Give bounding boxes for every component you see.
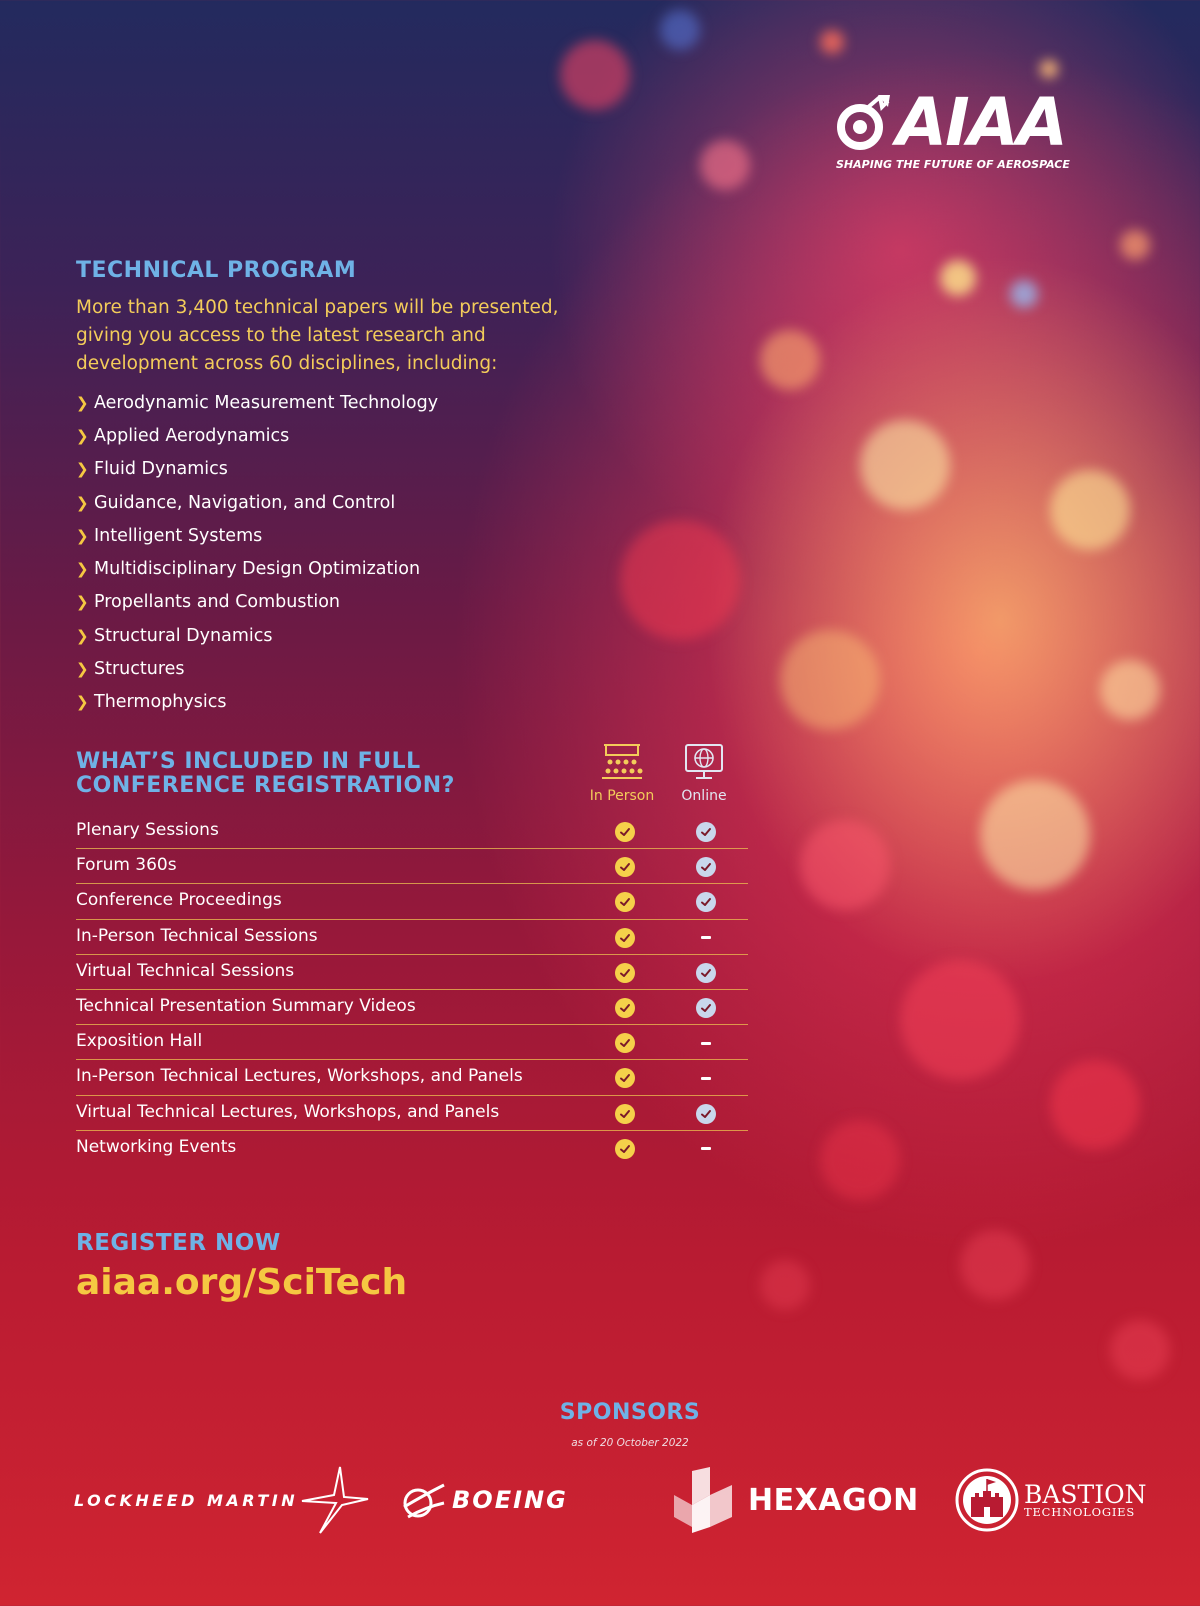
table-row [76, 884, 748, 919]
chevron-right-icon: ❯ [76, 660, 89, 679]
technical-program-intro: More than 3,400 technical papers will be presented, giving you access to the latest research and development across 60 disciplines, including: [76, 297, 559, 374]
castle-emblem-icon [954, 1467, 1020, 1533]
check-icon [696, 1104, 716, 1124]
table-row [76, 1096, 748, 1131]
table-row [76, 849, 748, 884]
row-label: In-Person Technical Sessions [76, 925, 318, 946]
technical-program-title: TECHNICAL PROGRAM [76, 258, 357, 283]
list-item: ❯ Applied Aerodynamics [76, 425, 290, 446]
dash-icon [696, 1139, 716, 1159]
check-icon [696, 963, 716, 983]
table-row [76, 990, 748, 1025]
chevron-right-icon: ❯ [76, 626, 89, 645]
registration-table [76, 814, 748, 1165]
check-icon [696, 998, 716, 1018]
chevron-right-icon: ❯ [76, 560, 89, 579]
row-label: In-Person Technical Lectures, Workshops, and Panels [76, 1066, 523, 1087]
row-label: Technical Presentation Summary Videos [76, 995, 416, 1016]
aiaa-logo [836, 84, 1086, 171]
table-row [76, 1131, 748, 1165]
chevron-right-icon: ❯ [76, 426, 89, 445]
chevron-right-icon: ❯ [76, 460, 89, 479]
sponsors-note: as of 20 October 2022 [571, 1437, 689, 1449]
chevron-right-icon: ❯ [76, 493, 89, 512]
discipline-list [76, 386, 438, 719]
chevron-right-icon: ❯ [76, 526, 89, 545]
globe-monitor-icon [682, 742, 726, 782]
column-header-in-person: In Person [582, 742, 662, 804]
register-link[interactable]: aiaa.org/SciTech [76, 1262, 408, 1303]
list-item: ❯ Structural Dynamics [76, 625, 273, 646]
list-item: ❯ Thermophysics [76, 692, 227, 713]
row-label: Forum 360s [76, 855, 177, 876]
registration-title: WHAT’S INCLUDED IN FULL CONFERENCE REGISTRATION? [76, 749, 455, 798]
hexagon-emblem-icon [672, 1465, 734, 1535]
dash-icon [696, 1068, 716, 1088]
sponsor-boeing [402, 1460, 568, 1540]
table-row [76, 1060, 748, 1095]
check-icon [696, 857, 716, 877]
row-label: Virtual Technical Lectures, Workshops, and Panels [76, 1101, 500, 1122]
sponsor-hexagon [672, 1460, 919, 1540]
check-icon [615, 1068, 635, 1088]
aiaa-emblem-icon [836, 95, 894, 151]
check-icon [615, 963, 635, 983]
row-label: Exposition Hall [76, 1031, 203, 1052]
logo-wordmark: AIAA [896, 84, 1066, 161]
list-item: ❯ Guidance, Navigation, and Control [76, 492, 396, 513]
sponsor-lockheed-martin [74, 1460, 370, 1540]
lockheed-martin-wordmark: LOCKHEED MARTIN [74, 1490, 299, 1510]
check-icon [615, 1033, 635, 1053]
hexagon-wordmark: HEXAGON [748, 1482, 919, 1518]
row-label: Virtual Technical Sessions [76, 960, 295, 981]
table-row [76, 955, 748, 990]
check-icon [615, 928, 635, 948]
check-icon [696, 822, 716, 842]
list-item: ❯ Aerodynamic Measurement Technology [76, 392, 439, 413]
chevron-right-icon: ❯ [76, 693, 89, 712]
lockheed-star-icon [300, 1465, 370, 1535]
row-label: Networking Events [76, 1136, 237, 1157]
register-now-label: REGISTER NOW [76, 1230, 281, 1256]
row-label: Conference Proceedings [76, 890, 282, 911]
dash-icon [696, 928, 716, 948]
audience-icon [600, 742, 644, 782]
sponsor-bastion [954, 1460, 1146, 1540]
check-icon [615, 1139, 635, 1159]
check-icon [615, 892, 635, 912]
row-label: Plenary Sessions [76, 820, 219, 840]
check-icon [615, 857, 635, 877]
logo-tagline: SHAPING THE FUTURE OF AEROSPACE [836, 158, 1070, 171]
dash-icon [696, 1033, 716, 1053]
boeing-emblem-icon [402, 1477, 446, 1523]
check-icon [615, 998, 635, 1018]
list-item: ❯ Propellants and Combustion [76, 592, 341, 613]
list-item: ❯ Structures [76, 659, 185, 680]
check-icon [696, 892, 716, 912]
sponsors-title: SPONSORS [559, 1400, 701, 1425]
bastion-wordmark: BASTION [1024, 1479, 1147, 1509]
table-row [76, 920, 748, 955]
chevron-right-icon: ❯ [76, 393, 89, 412]
table-row [76, 1025, 748, 1060]
boeing-wordmark: BOEING [452, 1486, 568, 1514]
chevron-right-icon: ❯ [76, 593, 89, 612]
bastion-subtitle: TECHNOLOGIES [1024, 1504, 1136, 1519]
check-icon [615, 822, 635, 842]
list-item: ❯ Fluid Dynamics [76, 459, 228, 480]
list-item: ❯ Multidisciplinary Design Optimization [76, 559, 421, 580]
list-item: ❯ Intelligent Systems [76, 525, 263, 546]
check-icon [615, 1104, 635, 1124]
table-row [76, 814, 748, 849]
column-header-online: Online [664, 742, 744, 804]
